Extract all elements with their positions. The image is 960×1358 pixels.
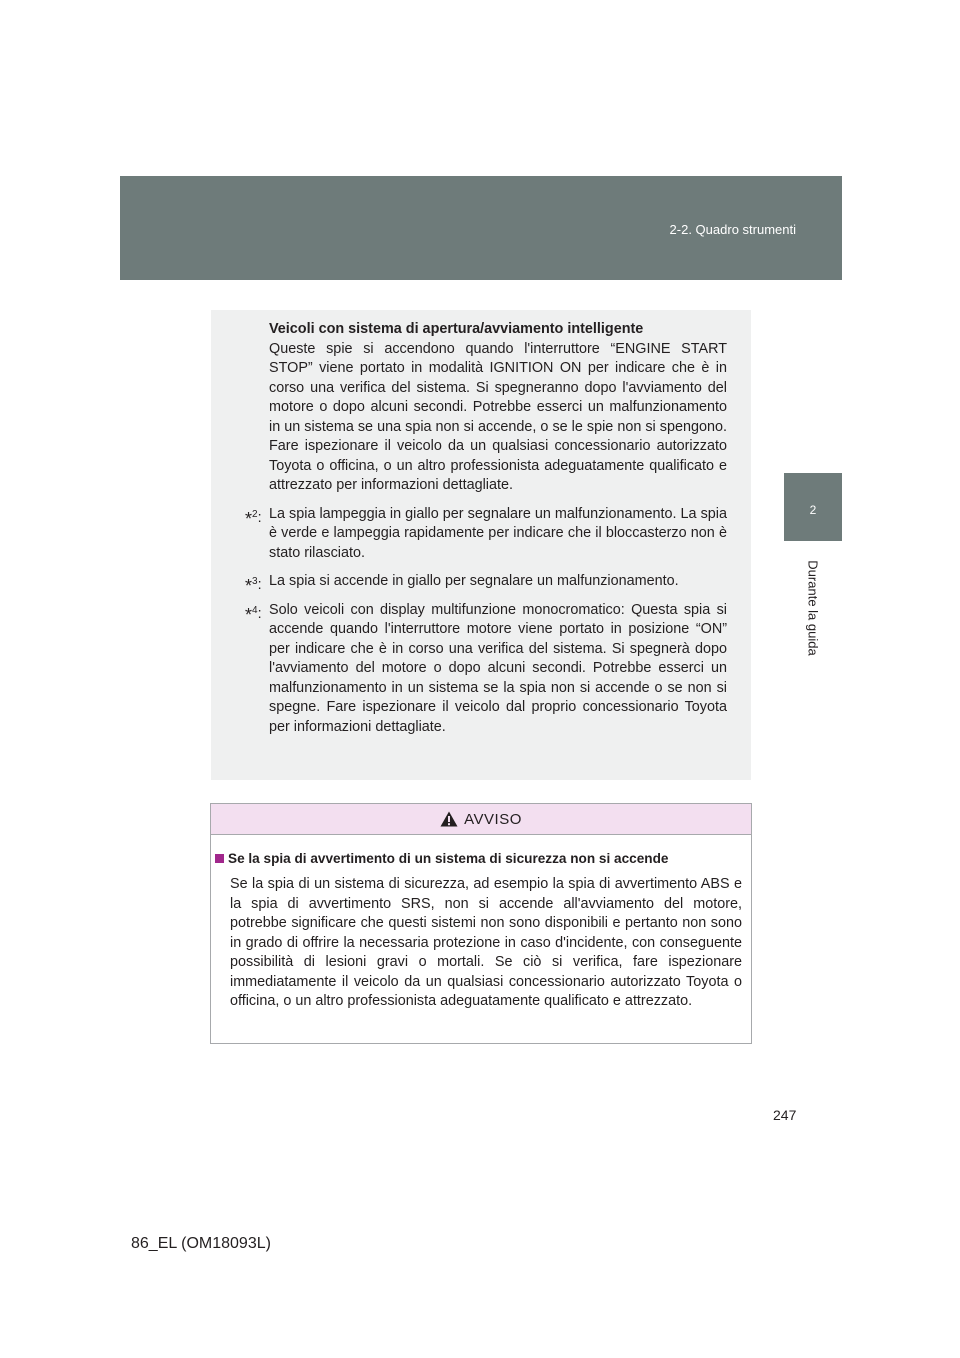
- chapter-number: 2: [809, 503, 817, 517]
- info-box: [211, 310, 751, 780]
- footnote-marker: *$^4$:: [245, 604, 262, 625]
- square-bullet-icon: [215, 854, 224, 863]
- warning-body: Se la spia di un sistema di sicurezza, ad esempio la spia di avvertimento ABS e la spia di avvertimento SRS, non si accende all'avviamento del motore, potrebbe significare che questi sistemi non sono disponibili e pertanto non sono in grado di offrire la necessaria protezione in caso d'incidente, con conseguente possibilità di lesioni gravi o mortali. Se ciò si verifica, fare ispezionare immediatamente il veicolo da un qualsiasi concessionario autorizzato Toyota o officina, o un altro professionista adeguatamente qualificato e attrezzato.: [230, 876, 742, 1009]
- info-intro: Queste spie si accendono quando l'interruttore “ENGINE START STOP” viene portato in modalità IGNITION ON per indicare che è in corso una verifica del sistema. Si spegneranno dopo l'avviamento del motore o dopo alcuni secondi. Potrebbe esserci un malfunzionamento in un sistema se una spia non si accende, o se le spie non si spengono. Fare ispezionare il veicolo da un qualsiasi concessionario autorizzato Toyota o officina, o un altro professionista adeguatamente qualificato e attrezzato per informazioni dettagliate.: [269, 340, 727, 493]
- chapter-tab: [784, 473, 842, 541]
- warning-box: [210, 803, 752, 1044]
- warning-title: AVVISO: [464, 811, 522, 828]
- info-content: [245, 320, 727, 737]
- warning-header: [211, 804, 751, 835]
- footnote-text: La spia si accende in giallo per segnalare un malfunzionamento.: [269, 573, 679, 589]
- chapter-label: Durante la guida: [805, 560, 821, 656]
- warning-subheading: Se la spia di avvertimento di un sistema di sicurezza non si accende: [215, 851, 745, 866]
- footnote-4: [245, 601, 727, 738]
- footnote-marker: *$^3$:: [245, 576, 262, 596]
- footnote-text: Solo veicoli con display multifunzione monocromatico: Questa spia si accende quando l'interruttore motore viene portato in posizione “ON” per indicare che è in corso una verifica del sistema. Si spegnerà dopo l'avviamento del motore o dopo alcuni secondi. Potrebbe esserci un malfunzionamento in un sistema se la spia non si accende o se non si spegne. Fare ispezionare il veicolo dal proprio concessionario Toyota per informazioni dettagliate.: [269, 601, 727, 735]
- footnote-text: La spia lampeggia in giallo per segnalare un malfunzionamento. La spia è verde e lampeggia rapidamente per indicare che il bloccasterzo non è stato rilasciato.: [269, 505, 727, 561]
- document-code: 86_EL (OM18093L): [131, 1235, 271, 1252]
- warning-triangle-icon: [440, 811, 458, 831]
- page-number: 247: [773, 1107, 797, 1123]
- footnote-2: [245, 505, 727, 564]
- footnote-marker: *$^2$:: [245, 508, 262, 529]
- info-subheading: Veicoli con sistema di apertura/avviamento intelligente: [269, 321, 644, 337]
- section-title: 2-2. Quadro strumenti: [669, 222, 796, 237]
- header-band: [120, 176, 842, 280]
- footnote-3: [245, 572, 727, 596]
